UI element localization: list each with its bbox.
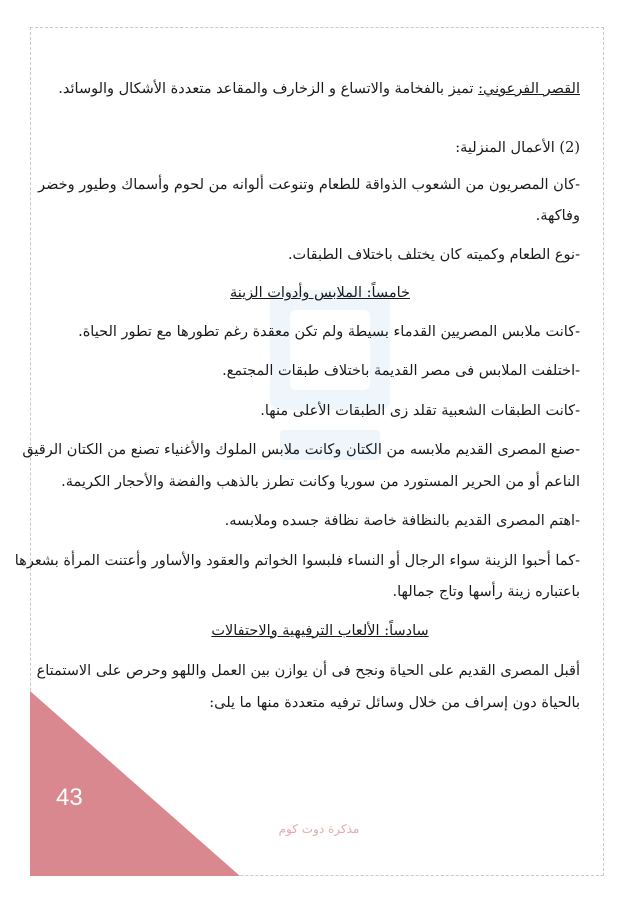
games-line-2: بالحياة دون إسراف من خلال وسائل ترفيه متعددة منها ما يلى: <box>209 694 580 711</box>
clothing-line-7: -كما أحبوا الزينة سواء الرجال أو النساء فلبسوا الخواتم والعقود والأساور وأعتنت المرأة بشعرها <box>14 552 580 569</box>
page-number: 43 <box>56 784 83 811</box>
games-line-1: أقبل المصرى القديم على الحياة ونجح فى أن يوازن بين العمل واللهو وحرص على الاستمتاع <box>36 663 580 680</box>
games-heading <box>60 620 580 642</box>
household-line-1: -كان المصريون من الشعوب الذواقة للطعام وتنوعت ألوانه من لحوم وأسماك وطيور وخضر <box>38 176 580 193</box>
clothing-line-6: -اهتم المصرى القديم بالنظافة خاصة نظافة جسده وملابسه. <box>224 513 580 530</box>
household-heading: (2) الأعمال المنزلية: <box>455 140 580 157</box>
clothing-line-2: -اختلفت الملابس فى مصر القديمة باختلاف طبقات المجتمع. <box>222 363 580 380</box>
palace-text: تميز بالفخامة والاتساع و الزخارف والمقاعد متعددة الأشكال والوسائد. <box>58 81 474 97</box>
clothing-line-5: الناعم أو من الحرير المستورد من سوريا وكانت تطرز بالذهب والفضة والأحجار الكريمة. <box>61 473 580 490</box>
clothing-heading <box>60 282 580 304</box>
palace-paragraph <box>60 78 580 100</box>
clothing-line-1: -كانت ملابس المصريين القدماء بسيطة ولم تكن معقدة رغم تطورها مع تطور الحياة. <box>78 323 580 340</box>
footer-brand: مذكرة دوت كوم <box>278 822 360 836</box>
palace-label: القصر الفرعوني: <box>478 81 580 97</box>
clothing-line-4: -صنع المصرى القديم ملابسه من الكتان وكانت ملابس الملوك والأغنياء تصنع من الكتان الرقيق <box>22 442 580 459</box>
document-body <box>14 78 580 714</box>
clothing-line-3: -كانت الطبقات الشعبية تقلد زى الطبقات الأعلى منها. <box>260 402 580 419</box>
household-line-2: وفاكهة. <box>535 208 580 225</box>
games-heading-text: سادساً: الألعاب الترفيهية والاحتفالات <box>211 622 429 639</box>
clothing-heading-text: خامساً: الملابس وأدوات الزينة <box>229 285 411 302</box>
clothing-line-8: باعتباره زينة رأسها وتاج جمالها. <box>392 584 580 601</box>
household-line-3: -نوع الطعام وكميته كان يختلف باختلاف الطبقات. <box>287 246 580 263</box>
